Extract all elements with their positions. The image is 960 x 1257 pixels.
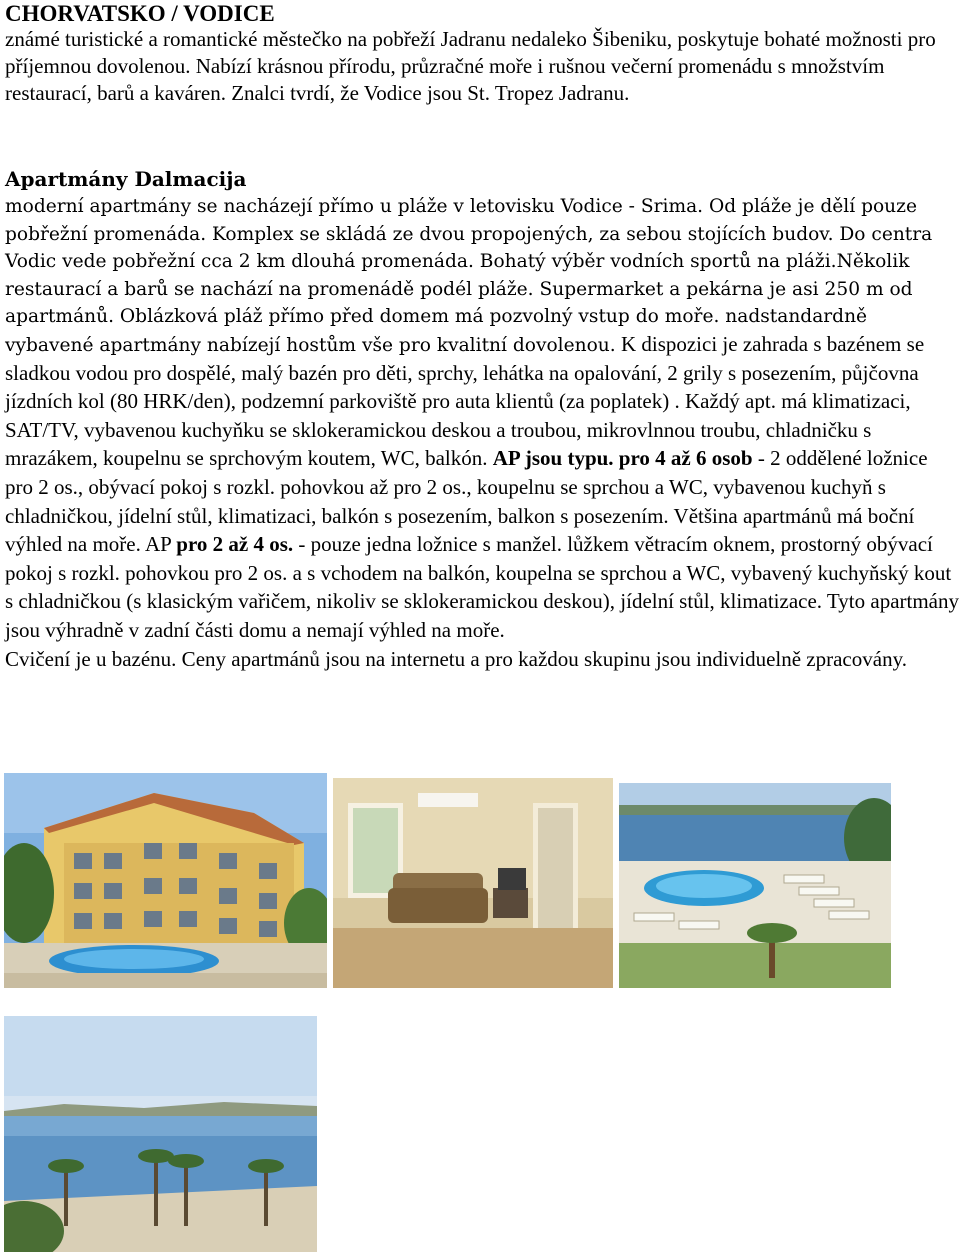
page-title: CHORVATSKO / VODICE xyxy=(5,1,275,26)
apartment-type-2-label: pro 2 až 4 os. xyxy=(176,532,294,557)
description-text xyxy=(5,193,960,674)
living-room-photo xyxy=(333,778,613,988)
closing-paragraph: Cvičení je u bazénu. Ceny apartmánů jsou na internetu a pro každou skupinu jsou individuelně zpracovány. xyxy=(5,646,907,671)
beach-bay-photo xyxy=(4,1016,317,1252)
section-heading: Apartmány Dalmacija xyxy=(5,167,247,191)
apartment-building-photo xyxy=(4,773,327,988)
description-part-2: K dispozici je zahrada s bazénem se sladkou vodou pro dospělé, malý bazén pro děti, sprchy, lehátka na opalování, 2 grily s posezením, půjčovna jízdních kol (80 HRK/den), podzemní parkoviště pro auta klientů (za poplatek) . Každý apt. má klimatizaci, SAT/TV, vybavenou kuchyňku se sklokeramickou deskou a troubou, mikrovlnnou troubu, chladničku s mrazákem, koupelnu se sprchovým koutem, WC, balkón. xyxy=(5,331,925,471)
intro-paragraph: známé turistické a romantické městečko na pobřeží Jadranu nedaleko Šibeniku, poskytuje bohaté možnosti pro příjemnou dovolenou. Nabízí krásnou přírodu, průzračné moře i rušnou večerní promenádu s množstvím restaurací, barů a kaváren. Znalci tvrdí, že Vodice jsou St. Tropez Jadranu. xyxy=(5,27,936,105)
description-part-3: - 2 oddělené ložnice pro 2 os., obývací pokoj s rozkl. pohovkou až pro 2 os., koupelnu se sprchou a WC, vybavenou kuchyň s chladničkou, jídelní stůl, klimatizaci, balkón s posezením, balkon s posezením. Většina apartmánů má boční výhled na moře. AP xyxy=(5,446,928,557)
apartment-type-label: AP jsou typu. pro 4 až 6 osob xyxy=(492,446,753,471)
description-part-4: - pouze jedna ložnice s manžel. lůžkem větracím oknem, prostorný obývací pokoj s rozkl. pohovkou pro 2 os. a s vchodem na balkón, koupelna se sprchou a WC, vybavený kuchyňský kout s chladničkou (s klasickým vařičem, nikoliv se sklokeramickou deskou), jídelní stůl, klimatizace. Tyto apartmány jsou výhradně v zadní části domu a nemají výhled na moře. xyxy=(5,532,959,642)
pool-terrace-photo xyxy=(619,783,891,988)
description-part-1: moderní apartmány se nacházejí přímo u pláže v letovisku Vodice - Srima. Od pláže je dělí pouze pobřežní promenáda. Komplex se skládá ze dvou propojených, za sebou stojících budov. Do centra Vodic vede pobřežní cca 2 km dlouhá promenáda. Bohatý výběr vodních sportů na pláži.Několik restaurací a barů se nachází na promenádě podél pláže. Supermarket a pekárna je asi 250 m od apartmánů. Oblázková pláž přímo před domem má pozvolný vstup do moře. nadstandardně vybavené apartmány nabízejí hostům vše pro kvalitní dovolenou. xyxy=(5,196,933,356)
